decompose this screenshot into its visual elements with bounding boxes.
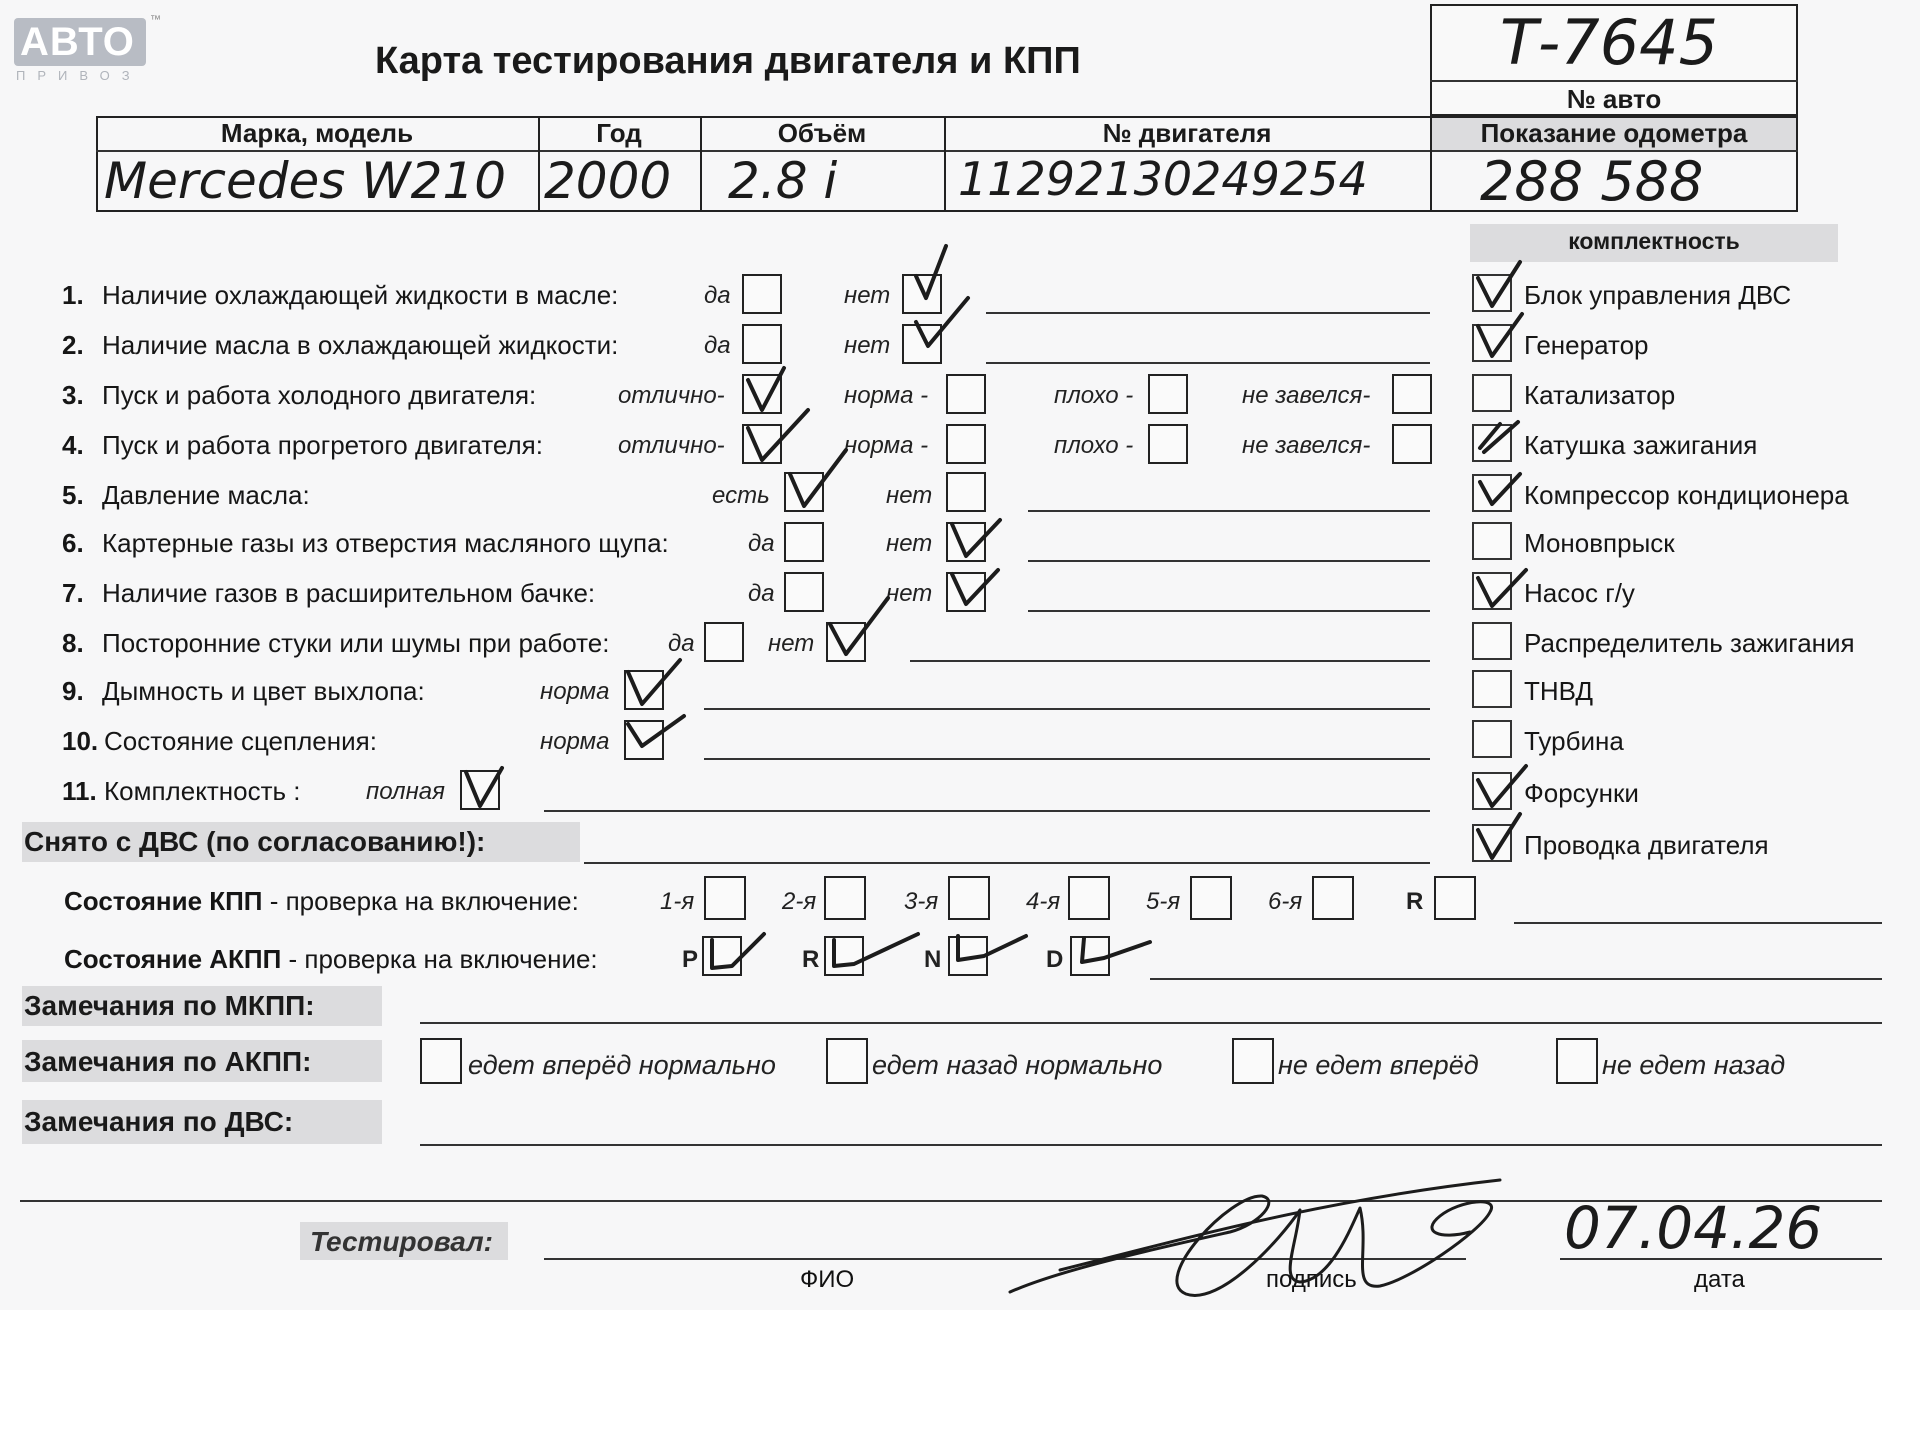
signature-icon	[1010, 1180, 1500, 1295]
date-value: 07.04.26	[1564, 1194, 1823, 1262]
row-3-option-no-start: не завелся-	[1242, 382, 1371, 409]
row-10-option-normal: норма	[540, 728, 610, 755]
row-1-number: 1.	[62, 280, 84, 310]
akpp-remark-no-backward-label: не едет назад	[1602, 1050, 1786, 1080]
completeness-label-engine-wiring: Проводка двигателя	[1524, 830, 1769, 860]
kpp-gear-3-label: 3-я	[904, 888, 939, 915]
check-mark-icon	[628, 716, 684, 746]
check-mark-icon	[1478, 262, 1520, 306]
row-4-number: 4.	[62, 430, 84, 460]
check-mark-icon	[916, 246, 946, 298]
check-mark-icon	[1480, 422, 1518, 452]
akpp-label-rest: - проверка на включение:	[281, 944, 598, 974]
row-9-option-normal: норма	[540, 678, 610, 705]
row-3-option-normal: норма -	[844, 382, 929, 409]
akpp-mode-d-label: D	[1046, 946, 1064, 973]
completeness-label-injection-pump: ТНВД	[1524, 676, 1594, 706]
akpp-remark-no-forward-label: не едет вперёд	[1278, 1050, 1479, 1080]
akpp-mode-n-label: N	[924, 946, 942, 973]
row-7-label: Наличие газов в расширительном бачке:	[102, 578, 596, 608]
row-6-number: 6.	[62, 528, 84, 558]
tested-by-label: Тестировал:	[310, 1226, 493, 1257]
check-mark-icon	[466, 768, 502, 806]
row-10-label: Состояние сцепления:	[104, 726, 377, 756]
check-mark-icon	[1478, 766, 1526, 806]
check-mark-icon	[952, 570, 998, 604]
col-header-odometer: Показание одометра	[1480, 118, 1748, 148]
auto-number-value: Т-7645	[1500, 6, 1719, 79]
logo-tm: ™	[150, 14, 161, 26]
row-8-option-no: нет	[768, 630, 815, 657]
check-mark-icon	[1478, 314, 1522, 356]
col-header-volume: Объём	[777, 118, 867, 148]
row-8-number: 8.	[62, 628, 84, 658]
check-mark-icon	[916, 298, 968, 346]
completeness-label-catalyst: Катализатор	[1524, 380, 1676, 410]
logo-text: АВТО	[20, 20, 135, 64]
kpp-gear-6-label: 6-я	[1268, 888, 1303, 915]
kpp-label-rest: - проверка на включение:	[262, 886, 579, 916]
akpp-remark-forward-ok-label: едет вперёд нормально	[468, 1050, 776, 1080]
row-4-option-no-start: не завелся-	[1242, 432, 1371, 459]
akpp-mode-p-label: P	[682, 946, 699, 973]
kpp-label-bold: Состояние КПП	[64, 886, 263, 916]
row-5-option-no: нет	[886, 482, 933, 509]
row-9-label: Дымность и цвет выхлопа:	[102, 676, 425, 706]
row-3-option-bad: плохо -	[1054, 382, 1134, 409]
col-header-make-model: Марка, модель	[220, 118, 414, 148]
kpp-gear-r-label: R	[1406, 888, 1424, 915]
row-4-option-bad: плохо -	[1054, 432, 1134, 459]
akpp-mode-r-label: R	[802, 946, 820, 973]
akpp-remark-backward-ok-label: едет назад нормально	[872, 1050, 1163, 1080]
row-11-number: 11.	[62, 776, 97, 806]
row-8-label: Посторонние стуки или шумы при работе:	[102, 628, 610, 658]
check-mark-icon	[748, 410, 808, 460]
check-mark-icon	[952, 520, 1000, 556]
page-title: Карта тестирования двигателя и КПП	[375, 40, 1081, 82]
row-1-option-yes: да	[704, 282, 731, 309]
removed-label: Снято с ДВС (по согласованию!):	[24, 826, 486, 857]
completeness-label-ecu: Блок управления ДВС	[1524, 280, 1792, 310]
row-1-label: Наличие охлаждающей жидкости в масле:	[102, 280, 619, 310]
volume-value: 2.8 i	[728, 152, 838, 210]
row-8-option-yes: да	[668, 630, 695, 657]
row-4-option-normal: норма -	[844, 432, 929, 459]
auto-number-label: № авто	[1566, 84, 1662, 114]
completeness-label-turbine: Турбина	[1524, 726, 1624, 756]
col-header-year: Год	[596, 118, 642, 148]
completeness-label-generator: Генератор	[1524, 330, 1649, 360]
row-1-option-no: нет	[844, 282, 891, 309]
row-5-label: Давление масла:	[102, 480, 310, 510]
check-mark-icon	[1478, 814, 1520, 858]
row-4-label: Пуск и работа прогретого двигателя:	[102, 430, 543, 460]
completeness-label-injectors: Форсунки	[1524, 778, 1639, 808]
completeness-title: комплектность	[1568, 228, 1740, 254]
check-mark-icon	[790, 450, 846, 506]
check-mark-icon	[748, 368, 784, 410]
row-11-option-full: полная	[366, 778, 445, 805]
row-5-number: 5.	[62, 480, 84, 510]
completeness-label-mono-injection: Моновпрыск	[1524, 528, 1675, 558]
check-mark-icon	[830, 598, 888, 654]
row-2-number: 2.	[62, 330, 84, 360]
row-10-number: 10.	[62, 726, 99, 756]
logo-subtext: ПРИВОЗ	[16, 68, 142, 83]
completeness-label-power-steering-pump: Насос г/у	[1524, 578, 1635, 608]
check-mark-icon	[628, 660, 680, 704]
col-header-engine-number: № двигателя	[1102, 118, 1272, 148]
engine-number-value: 11292130249254	[958, 152, 1368, 206]
kpp-gear-5-label: 5-я	[1146, 888, 1181, 915]
date-caption: дата	[1694, 1266, 1745, 1293]
row-5-option-yes: есть	[712, 482, 770, 509]
row-11-label: Комплектность :	[104, 776, 301, 806]
row-6-option-no: нет	[886, 530, 933, 557]
row-4-option-excellent: отлично-	[618, 432, 725, 459]
row-3-option-excellent: отлично-	[618, 382, 725, 409]
check-mark-icon	[1480, 474, 1520, 504]
kpp-gear-1-label: 1-я	[660, 888, 695, 915]
check-mark-icon	[958, 936, 1026, 960]
odometer-value: 288 588	[1480, 150, 1704, 213]
check-mark-icon	[712, 934, 764, 968]
dvs-remarks-label: Замечания по ДВС:	[24, 1106, 294, 1137]
row-6-option-yes: да	[748, 530, 775, 557]
check-mark-icon	[834, 934, 918, 966]
row-2-label: Наличие масла в охлаждающей жидкости:	[102, 330, 619, 360]
row-9-number: 9.	[62, 676, 84, 706]
row-2-option-yes: да	[704, 332, 731, 359]
kpp-gear-4-label: 4-я	[1026, 888, 1061, 915]
row-7-option-yes: да	[748, 580, 775, 607]
completeness-label-ac-compressor: Компрессор кондиционера	[1524, 480, 1849, 510]
mkpp-remarks-label: Замечания по МКПП:	[24, 990, 315, 1021]
completeness-label-ignition-coil: Катушка зажигания	[1524, 430, 1758, 460]
fio-caption: ФИО	[800, 1266, 855, 1293]
kpp-gear-2-label: 2-я	[782, 888, 817, 915]
row-2-option-no: нет	[844, 332, 891, 359]
row-3-label: Пуск и работа холодного двигателя:	[102, 380, 537, 410]
check-mark-icon	[1082, 938, 1150, 962]
akpp-remarks-label: Замечания по АКПП:	[24, 1046, 312, 1077]
akpp-label-bold: Состояние АКПП	[64, 944, 282, 974]
row-3-number: 3.	[62, 380, 84, 410]
row-7-number: 7.	[62, 578, 84, 608]
make-model-value: Mercedes W210	[104, 152, 507, 210]
completeness-label-distributor: Распределитель зажигания	[1524, 628, 1855, 658]
check-mark-icon	[1478, 570, 1526, 606]
row-7-option-no: нет	[886, 580, 933, 607]
year-value: 2000	[544, 152, 672, 210]
signature-caption: подпись	[1266, 1266, 1357, 1293]
row-6-label: Картерные газы из отверстия масляного щупа:	[102, 528, 669, 558]
